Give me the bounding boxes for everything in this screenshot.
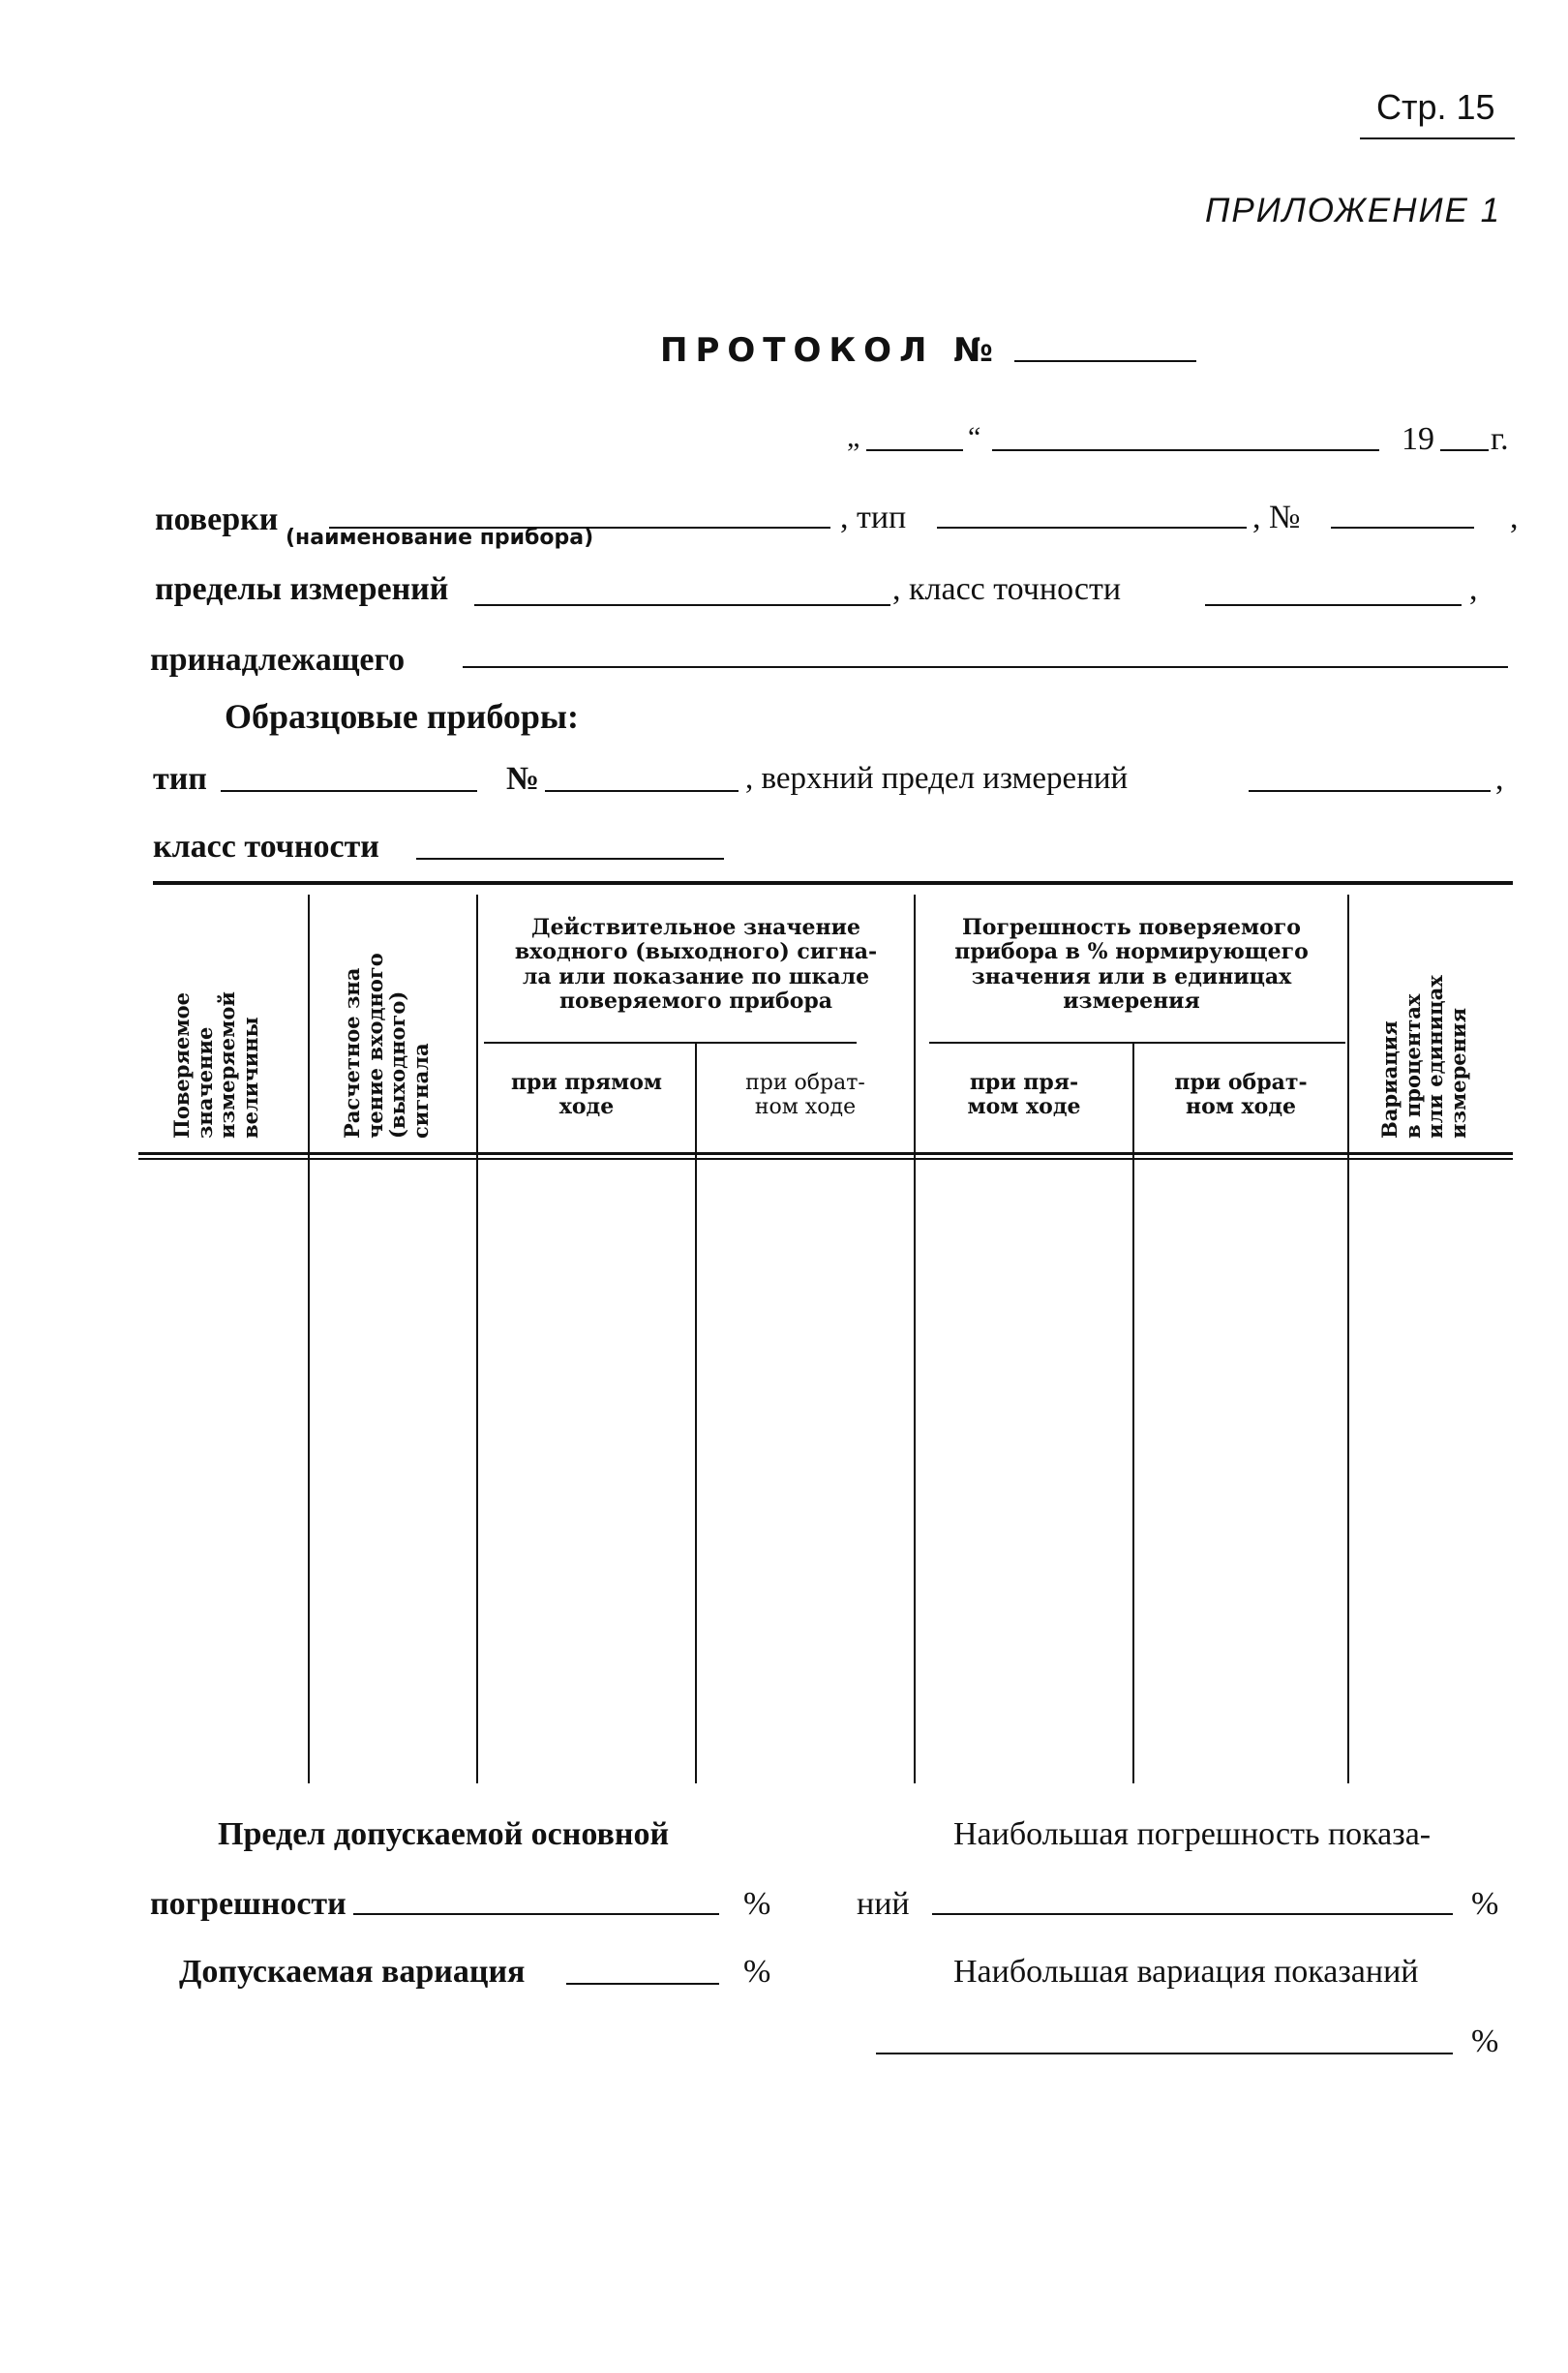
type-field[interactable] xyxy=(937,527,1247,529)
group2-sub2-line1: при обрат- xyxy=(1174,1070,1308,1095)
limit-field[interactable] xyxy=(353,1913,719,1915)
max-variation-label: Наибольшая вариация показаний xyxy=(953,1954,1419,1990)
page-number-underline xyxy=(1360,137,1515,139)
group2-header xyxy=(916,916,1347,1014)
col1-header xyxy=(170,991,261,1139)
col2-header-line3: (выходного) xyxy=(385,990,410,1139)
max-error-percent: % xyxy=(1471,1886,1499,1922)
col2-header-line4: сигнала xyxy=(407,1043,433,1139)
group1-sub2-header xyxy=(697,1071,914,1120)
protocol-number-field[interactable] xyxy=(1014,360,1196,362)
max-error-field[interactable] xyxy=(932,1913,1453,1915)
max-error-label-line2: ний xyxy=(857,1886,910,1922)
date-year-prefix: 19 xyxy=(1402,421,1434,457)
accuracy-end-comma: , xyxy=(1469,571,1478,607)
table-header-bottom-border-2 xyxy=(138,1158,1513,1160)
date-day-field[interactable] xyxy=(866,449,963,451)
type-label: , тип xyxy=(840,500,907,535)
col1-header-line1: Поверяемое xyxy=(169,992,194,1139)
group2-header-line3: значения или в единицах xyxy=(971,963,1292,989)
group1-header-line1: Действительное значение xyxy=(531,915,860,940)
group1-header xyxy=(478,916,914,1014)
reference-upper-limit-field[interactable] xyxy=(1249,790,1491,792)
date-year-field[interactable] xyxy=(1440,449,1489,451)
group2-header-line4: измерения xyxy=(1063,988,1200,1014)
limit-percent: % xyxy=(743,1886,771,1922)
group1-header-line2: входного (выходного) сигна- xyxy=(514,939,878,965)
max-variation-field[interactable] xyxy=(876,2053,1453,2054)
appendix-label: ПРИЛОЖЕНИЕ 1 xyxy=(1205,192,1502,229)
group1-sub2-line1: при обрат- xyxy=(745,1071,865,1095)
reference-upper-limit-label: , верхний предел измерений xyxy=(745,761,1129,796)
allowed-variation-percent: % xyxy=(743,1954,771,1990)
group2-sub1-line2: мом ходе xyxy=(967,1094,1081,1120)
date-month-field[interactable] xyxy=(992,449,1379,451)
date-open-quote: „ xyxy=(847,421,860,453)
date-year-suffix: г. xyxy=(1491,421,1509,457)
group1-header-line4: поверяемого прибора xyxy=(558,988,833,1014)
accuracy-class-label: , класс точности xyxy=(892,571,1122,607)
allowed-variation-label: Допускаемая вариация xyxy=(179,1954,526,1990)
accuracy-class-field[interactable] xyxy=(1205,604,1462,606)
group2-header-line1: Погрешность поверяемого xyxy=(962,915,1301,940)
measurement-limits-field[interactable] xyxy=(474,604,890,606)
reference-number-label: № xyxy=(506,761,540,797)
page-title: ПРОТОКОЛ № xyxy=(660,331,1002,370)
col2-header-line1: Расчетное зна xyxy=(340,967,364,1139)
col1-header-line4: величины xyxy=(237,1017,262,1139)
number-field[interactable] xyxy=(1331,527,1474,529)
owner-label: принадлежащего xyxy=(150,642,406,678)
reference-type-label: тип xyxy=(153,761,207,797)
col1-header-line3: измеряемой xyxy=(215,991,240,1139)
col1-header-line2: значение xyxy=(192,1026,217,1139)
measurement-limits-label: пределы измерений xyxy=(155,571,449,607)
row-end-comma: , xyxy=(1510,500,1519,535)
page-number: Стр. 15 xyxy=(1376,87,1495,127)
reference-accuracy-class-label: класс точности xyxy=(153,829,379,865)
group2-sub1-header xyxy=(916,1071,1132,1120)
group2-sub2-header xyxy=(1134,1071,1347,1120)
table-col-divider-3 xyxy=(695,1044,697,1783)
max-variation-percent: % xyxy=(1471,2023,1499,2059)
limit-label-line2: погрешности xyxy=(150,1886,347,1922)
group2-sub1-line1: при пря- xyxy=(969,1070,1079,1095)
verification-label: поверки xyxy=(155,502,279,537)
group1-sub1-line1: при прямом xyxy=(510,1070,663,1095)
reference-number-field[interactable] xyxy=(545,790,739,792)
col7-header-line2: в процентах xyxy=(1400,993,1425,1139)
group1-sub1-header xyxy=(478,1071,695,1120)
allowed-variation-field[interactable] xyxy=(566,1983,719,1985)
col7-header xyxy=(1378,975,1469,1139)
col7-header-line3: или единицах xyxy=(1423,975,1448,1139)
table-col-divider-2 xyxy=(476,895,478,1783)
table-top-border xyxy=(153,881,1513,885)
col7-header-line1: Вариация xyxy=(1377,1020,1402,1139)
group1-sub1-line2: ходе xyxy=(558,1094,615,1120)
reference-heading: Образцовые приборы: xyxy=(225,697,580,736)
max-error-label-line1: Наибольшая погрешность показа- xyxy=(953,1816,1432,1852)
limit-label-line1: Предел допускаемой основной xyxy=(218,1816,670,1852)
group1-sub-divider xyxy=(484,1042,857,1044)
col7-header-line4: измерения xyxy=(1445,1007,1470,1139)
group2-sub2-line2: ном ходе xyxy=(1186,1094,1296,1120)
table-col-divider-1 xyxy=(308,895,310,1783)
group2-sub-divider xyxy=(929,1042,1345,1044)
group2-header-line2: прибора в % нормирующего xyxy=(954,939,1309,965)
table-header-bottom-border xyxy=(138,1152,1513,1155)
group1-sub2-line2: ном ходе xyxy=(754,1095,857,1120)
reference-type-field[interactable] xyxy=(221,790,477,792)
group1-header-line3: ла или показание по шкале xyxy=(522,963,870,989)
col2-header-line2: чение входного xyxy=(362,953,387,1139)
owner-field[interactable] xyxy=(463,666,1508,668)
reference-end-comma: , xyxy=(1495,761,1504,797)
number-label: , № xyxy=(1252,500,1301,535)
reference-accuracy-class-field[interactable] xyxy=(416,858,724,860)
table-col-divider-5 xyxy=(1132,1044,1134,1783)
col2-header xyxy=(341,953,432,1139)
table-col-divider-4 xyxy=(914,895,916,1783)
table-col-divider-6 xyxy=(1347,895,1349,1783)
device-name-hint: (наименование прибора) xyxy=(286,526,594,550)
date-close-quote: “ xyxy=(968,421,981,453)
